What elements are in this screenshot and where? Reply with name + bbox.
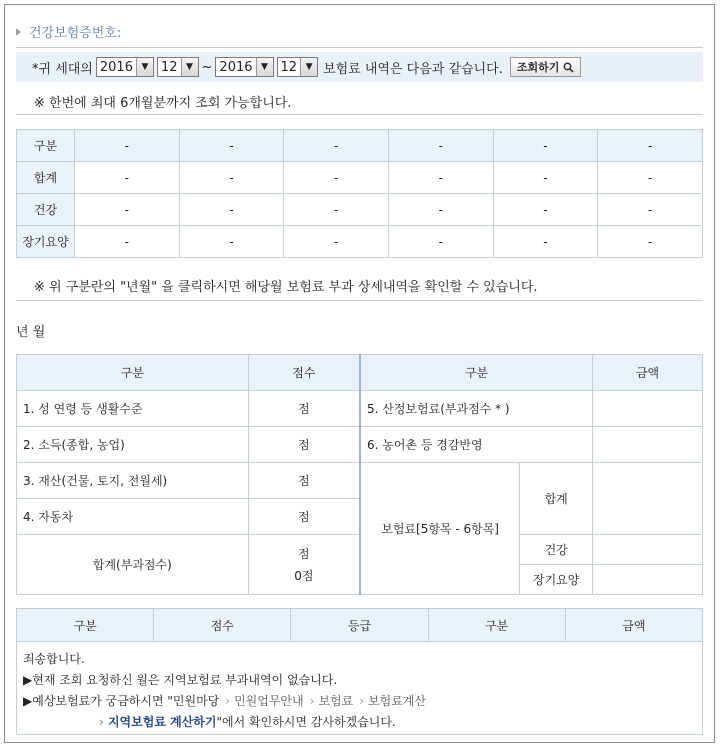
cell: - [493, 226, 598, 258]
divider [16, 114, 703, 115]
cell[interactable]: - [75, 130, 180, 162]
divider [16, 47, 703, 48]
from-year-select[interactable]: 2016 ▼ [96, 57, 154, 77]
cell: - [179, 226, 284, 258]
column-header: 금액 [593, 355, 703, 391]
chevron-down-icon: ▼ [256, 58, 273, 76]
to-year-select[interactable]: 2016 ▼ [215, 57, 273, 77]
divider [16, 300, 703, 301]
item-score: 점 [248, 463, 360, 499]
column-header: 구분 [17, 609, 154, 642]
total-label: 합계(부과점수) [17, 535, 249, 595]
cell: - [284, 226, 389, 258]
magnifier-icon [563, 62, 574, 73]
table-row [17, 194, 703, 226]
column-header: 등급 [291, 609, 428, 642]
cell: - [493, 162, 598, 194]
no-record-text: ▶현재 조회 요청하신 월은 지역보험료 부과내역이 없습니다. [23, 673, 338, 687]
item-amount [593, 565, 703, 595]
cell[interactable]: - [284, 130, 389, 162]
item-score: 점 [248, 427, 360, 463]
cell: - [598, 194, 703, 226]
row-header: 건강 [17, 194, 75, 226]
breadcrumb-item[interactable]: › 보험료계산 [353, 691, 426, 712]
chevron-down-icon: ▼ [181, 58, 198, 76]
premium-detail-table [16, 354, 703, 595]
bullet-triangle-icon [16, 28, 21, 36]
cell: - [75, 226, 180, 258]
item-score: 점 [248, 499, 360, 535]
grade-table [16, 608, 703, 642]
cell: - [388, 194, 493, 226]
cell: - [388, 226, 493, 258]
sub-label: 건강 [520, 535, 593, 565]
chevron-down-icon: ▼ [136, 58, 153, 76]
heading-text: 건강보험증번호: [29, 26, 122, 41]
item-label: 4. 자동차 [17, 499, 249, 535]
cell: - [598, 162, 703, 194]
table-row [17, 226, 703, 258]
item-amount [593, 463, 703, 535]
guide-text-2: › 지역보험료 계산하기"에서 확인하시면 감사하겠습니다. [23, 712, 696, 733]
search-button[interactable]: 조회하기 [510, 57, 582, 77]
year-month-label: 년 월 [16, 325, 46, 340]
cell: - [179, 162, 284, 194]
column-header: 점수 [154, 609, 291, 642]
column-header: 금액 [565, 609, 702, 642]
table-row [17, 391, 703, 427]
total-score-unit: 점 [298, 546, 310, 561]
query-prefix: *귀 세대의 [32, 61, 93, 77]
cell: - [179, 194, 284, 226]
guide-text: ▶예상보험료가 궁금하시면 "민원마당› 민원업무안내› 보험료› 보험료계산 [23, 691, 696, 712]
premium-label: 보험료[5항목 - 6항목] [360, 463, 520, 595]
cell: - [284, 162, 389, 194]
sub-label: 장기요양 [520, 565, 593, 595]
row-header: 합계 [17, 162, 75, 194]
table-header-row [17, 609, 703, 642]
table-header-row [17, 355, 703, 391]
table-row [17, 463, 703, 499]
cell: - [598, 226, 703, 258]
item-amount [593, 535, 703, 565]
monthly-summary-table [16, 129, 703, 258]
cell: - [388, 162, 493, 194]
column-header: 점수 [248, 355, 360, 391]
item-amount [593, 427, 703, 463]
item-amount [593, 391, 703, 427]
item-label: 2. 소득(종합, 농업) [17, 427, 249, 463]
query-limit-note: ※ 한번에 최대 6개월분까지 조회 가능합니다. [34, 96, 292, 111]
query-bar [16, 52, 703, 82]
column-header: 구분 [428, 609, 565, 642]
total-score [248, 535, 360, 595]
cell: - [493, 194, 598, 226]
cell: - [75, 162, 180, 194]
cell[interactable]: - [179, 130, 284, 162]
cell[interactable]: - [388, 130, 493, 162]
to-month-select[interactable]: 12 ▼ [277, 57, 319, 77]
column-header: 구분 [17, 355, 249, 391]
table-row [17, 162, 703, 194]
from-month-select[interactable]: 12 ▼ [157, 57, 199, 77]
sub-label: 합계 [520, 463, 593, 535]
table-row [17, 535, 703, 565]
breadcrumb-item[interactable]: › 민원업무안내 [219, 691, 303, 712]
chevron-down-icon: ▼ [300, 58, 317, 76]
total-score-value: 0점 [294, 568, 314, 583]
cell: - [284, 194, 389, 226]
cell: - [75, 194, 180, 226]
item-label: 5. 산정보험료(부과점수 * ) [360, 391, 593, 427]
apology-text: 죄송합니다. [23, 652, 85, 666]
item-label: 6. 농어촌 등 경감반영 [360, 427, 593, 463]
notice-message-box [16, 641, 703, 735]
item-score: 점 [248, 391, 360, 427]
cell[interactable]: - [598, 130, 703, 162]
table-row [17, 427, 703, 463]
item-label: 1. 성 연령 등 생활수준 [17, 391, 249, 427]
query-suffix: 보험료 내역은 다음과 같습니다. [323, 61, 503, 77]
click-hint-note: ※ 위 구분란의 "년월" 을 클릭하시면 해당월 보험료 부과 상세내역을 확인할 수 있습니다. [34, 280, 538, 295]
calculate-premium-link[interactable]: › 지역보험료 계산하기 [93, 712, 216, 733]
insurance-number-heading [16, 22, 121, 41]
breadcrumb-item[interactable]: › 보험료 [304, 691, 354, 712]
item-label: 3. 재산(건물, 토지, 전월세) [17, 463, 249, 499]
cell[interactable]: - [493, 130, 598, 162]
row-header[interactable]: 구분 [17, 130, 75, 162]
table-row [17, 130, 703, 162]
row-header: 장기요양 [17, 226, 75, 258]
column-header: 구분 [360, 355, 593, 391]
range-tilde: ~ [201, 59, 213, 75]
